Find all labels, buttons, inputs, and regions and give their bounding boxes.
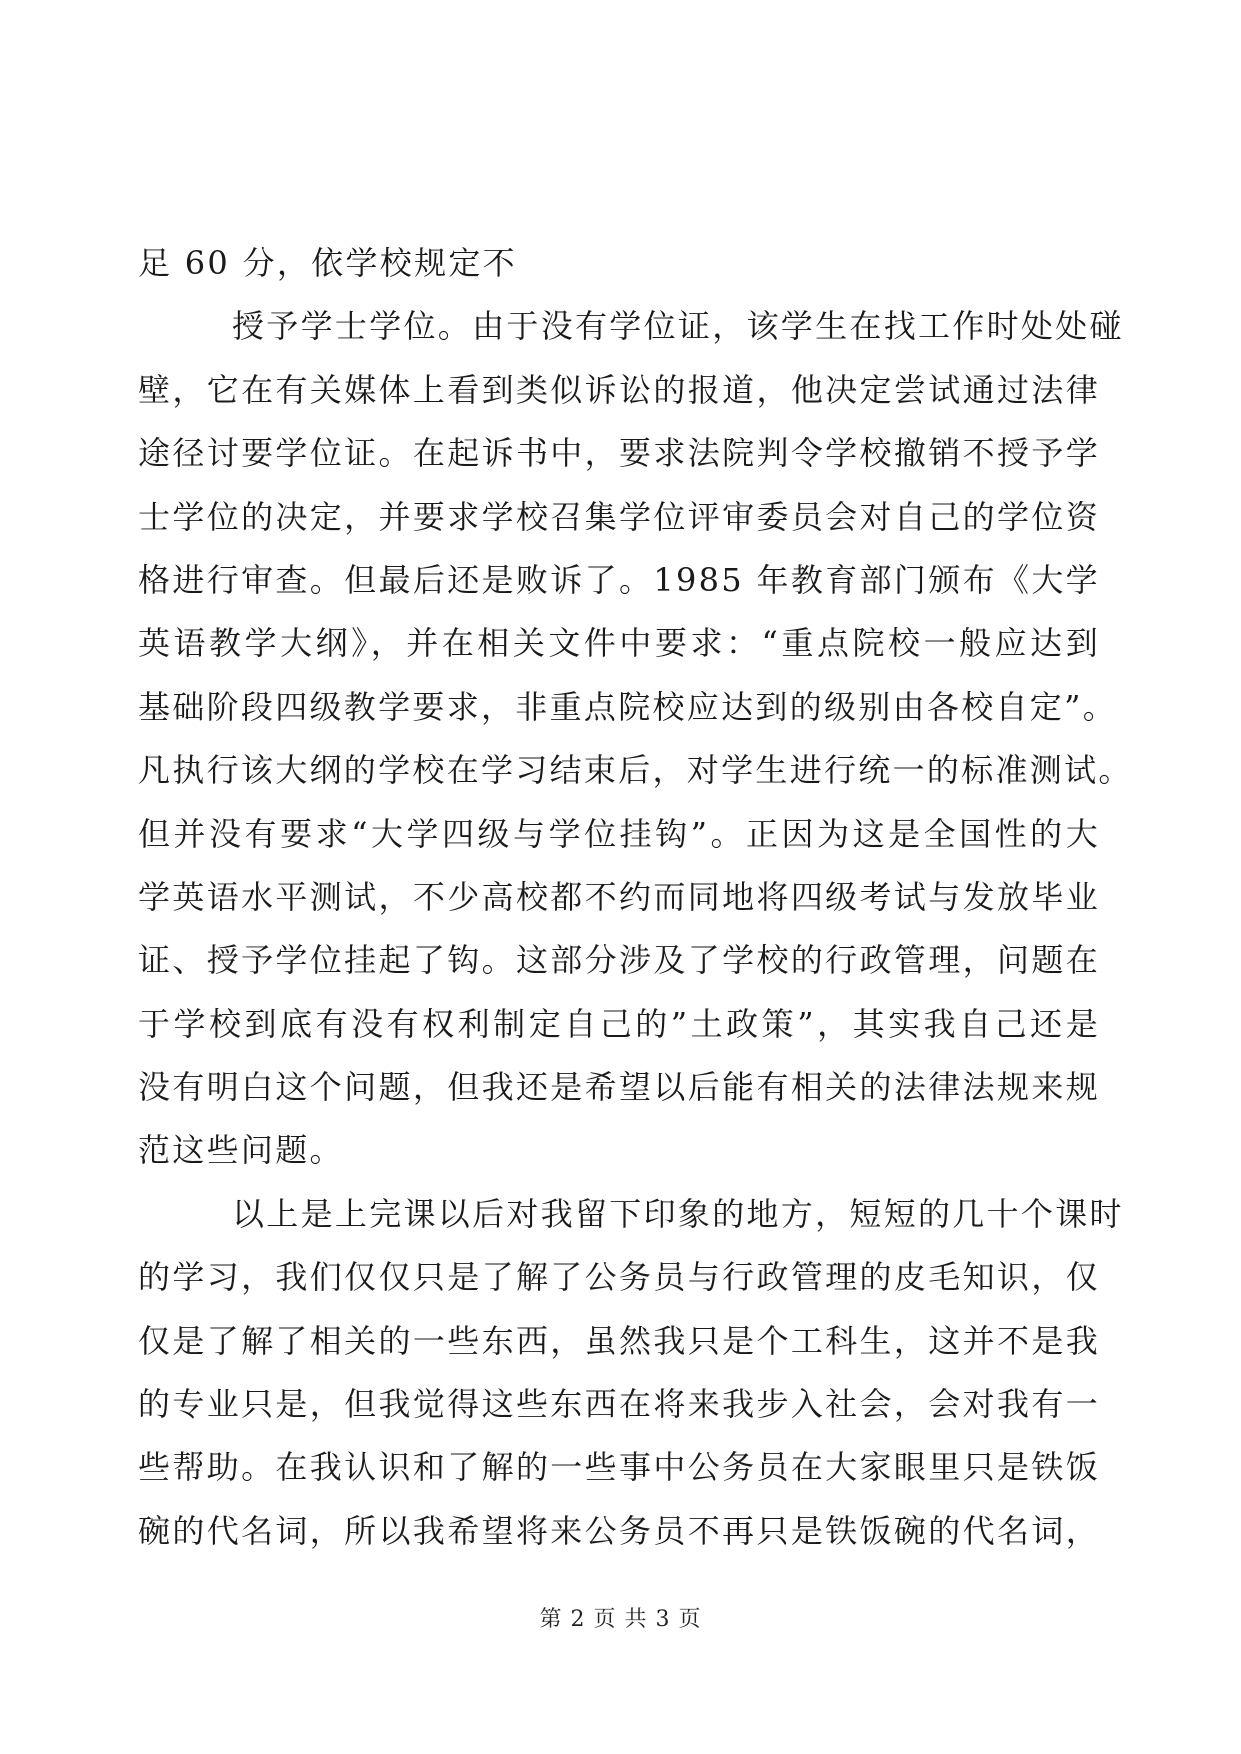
text-line: 的专业只是，但我觉得这些东西在将来我步入社会，会对我有一 — [138, 1385, 1100, 1424]
paragraph-start-line: 授予学士学位。由于没有学位证，该学生在找工作时处处碰 — [232, 307, 1124, 346]
text-line: 士学位的决定，并要求学校召集学位评审委员会对自己的学位资 — [138, 497, 1100, 536]
text-line: 学英语水平测试，不少高校都不约而同地将四级考试与发放毕业 — [138, 877, 1100, 916]
text-line: 足 60 分，依学校规定不 — [138, 244, 517, 282]
paragraph-start-line: 以上是上完课以后对我留下印象的地方，短短的几十个课时 — [232, 1194, 1124, 1233]
text-line: 碗的代名词，所以我希望将来公务员不再只是铁饭碗的代名词， — [138, 1511, 1100, 1550]
text-line: 途径讨要学位证。在起诉书中，要求法院判令学校撤销不授予学 — [138, 434, 1100, 473]
text-line: 但并没有要求“大学四级与学位挂钩”。正因为这是全国性的大 — [138, 814, 1100, 853]
text-line: 于学校到底有没有权利制定自己的”土政策”，其实我自己还是 — [138, 1004, 1100, 1043]
page-footer: 第 2 页 共 3 页 — [539, 1607, 702, 1632]
paragraph-end-line: 范这些问题。 — [138, 1131, 344, 1170]
text-line: 基础阶段四级教学要求，非重点院校应达到的级别由各校自定”。 — [138, 687, 1118, 726]
text-line: 证、授予学位挂起了钩。这部分涉及了学校的行政管理，问题在 — [138, 941, 1100, 980]
text-line: 没有明白这个问题，但我还是希望以后能有相关的法律法规来规 — [138, 1068, 1100, 1107]
text-line: 仅是了解了相关的一些东西，虽然我只是个工科生，这并不是我 — [138, 1321, 1100, 1360]
document-body — [138, 232, 1133, 1563]
text-line: 英语教学大纲》，并在相关文件中要求：“重点院校一般应达到 — [138, 624, 1100, 663]
text-line: 的学习，我们仅仅只是了解了公务员与行政管理的皮毛知识，仅 — [138, 1258, 1100, 1297]
text-line: 格进行审查。但最后还是败诉了。1985 年教育部门颁布《大学 — [138, 560, 1100, 599]
text-line: 凡执行该大纲的学校在学习结束后，对学生进行统一的标准测试。 — [138, 751, 1133, 790]
text-line: 些帮助。在我认识和了解的一些事中公务员在大家眼里只是铁饭 — [138, 1448, 1100, 1487]
text-line: 壁，它在有关媒体上看到类似诉讼的报道，他决定尝试通过法律 — [138, 370, 1100, 409]
